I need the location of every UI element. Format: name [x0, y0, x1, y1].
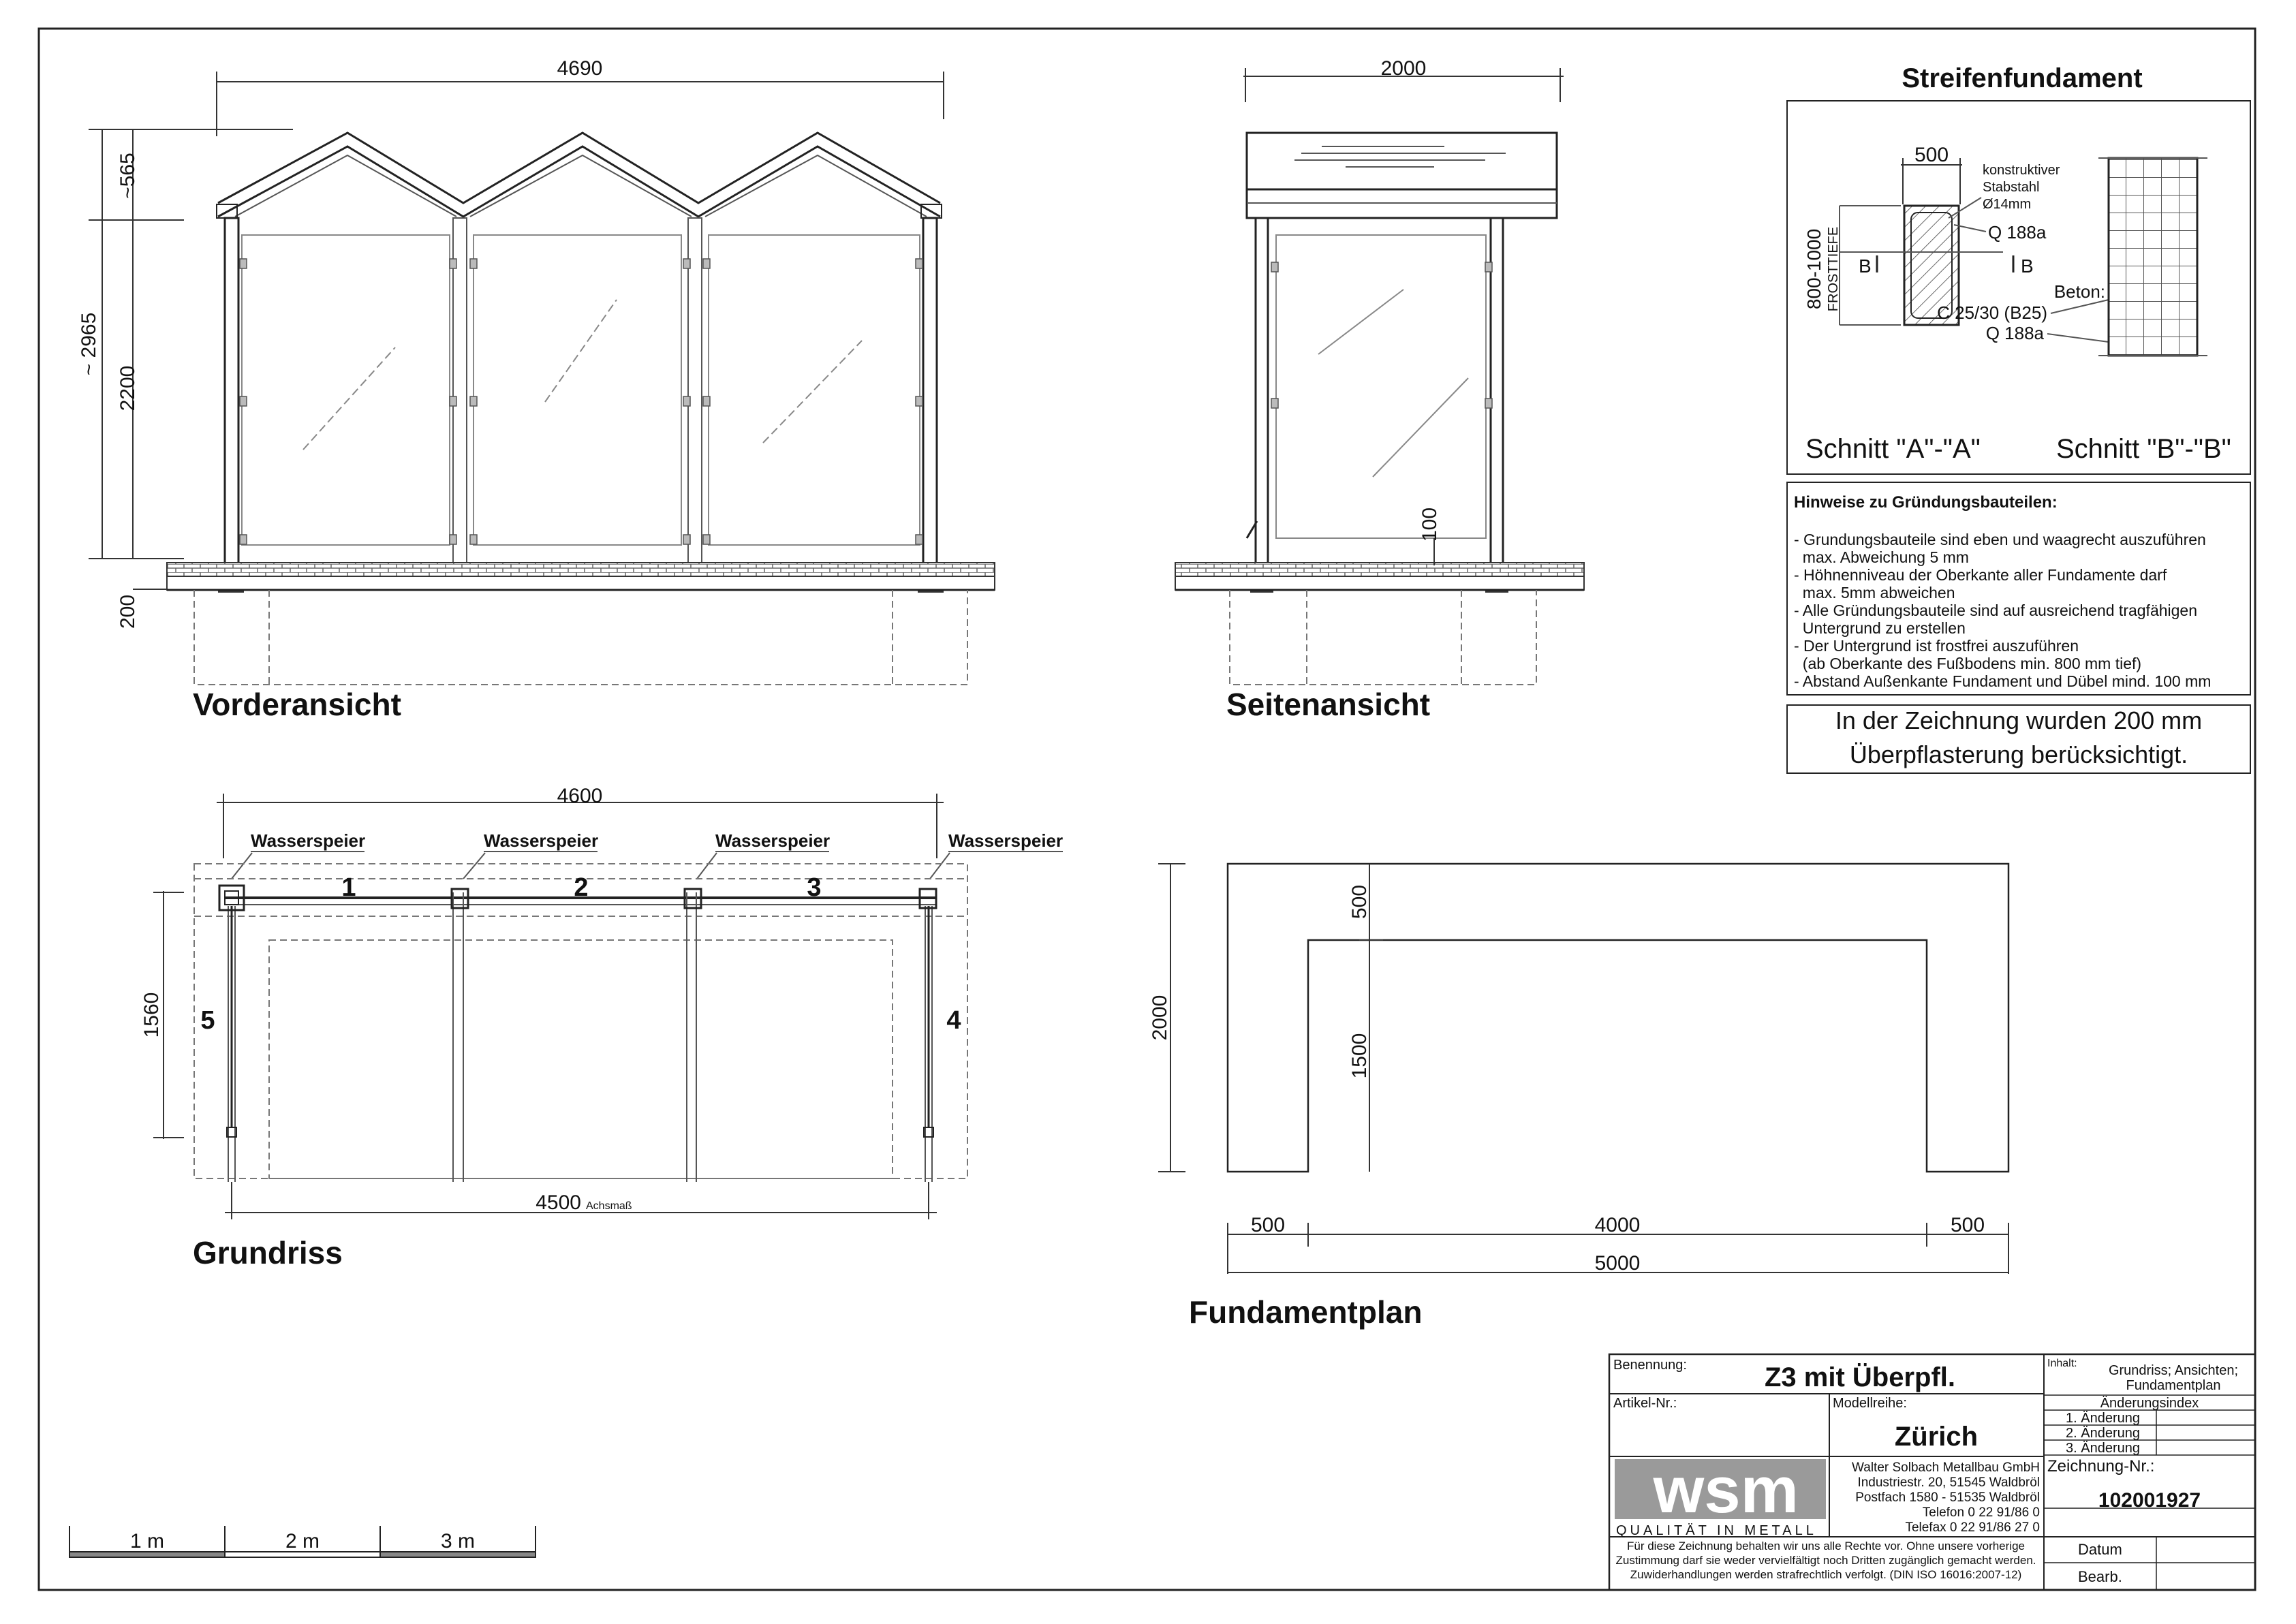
tb-artikel-label: Artikel-Nr.:	[1613, 1396, 1677, 1411]
tb-inhalt-2: Fundamentplan	[2126, 1378, 2221, 1393]
scale-label-2: 2 m	[285, 1530, 320, 1552]
notes-line: - Alle Gründungsbauteile sind auf ausreichend tragfähigen	[1794, 602, 2198, 619]
fp-dim-right: 500	[1950, 1214, 1985, 1236]
foundation-plan-title: Fundamentplan	[1189, 1294, 1423, 1330]
tb-company-line: Walter Solbach Metallbau GmbH	[1852, 1461, 2040, 1475]
tb-aenderung-1: 1. Änderung	[2066, 1411, 2140, 1426]
strip-section-mark-right: B	[2021, 255, 2034, 277]
paving-note-line-1: In der Zeichnung wurden 200 mm	[1835, 706, 2203, 734]
side-view	[1175, 57, 1584, 722]
strip-dim-width: 500	[1914, 144, 1949, 166]
side-view-title: Seitenansicht	[1226, 687, 1431, 722]
bay-number-2: 2	[574, 873, 589, 902]
tb-zeichnung-nr: 102001927	[2098, 1489, 2201, 1512]
front-dim-height: 2200	[117, 365, 139, 411]
strip-section-b-label: Schnitt "B"-"B"	[2056, 434, 2231, 464]
tb-benennung: Z3 mit Überpfl.	[1764, 1362, 1956, 1392]
tb-aenderung-2: 2. Änderung	[2066, 1426, 2140, 1441]
tb-company-line: Industriestr. 20, 51545 Waldbröl	[1857, 1475, 2040, 1490]
strip-section-mark-left: B	[1859, 255, 1872, 277]
tb-modellreihe: Zürich	[1894, 1422, 1979, 1452]
tb-rights-line: Für diese Zeichnung behalten wir uns alle Rechte vor. Ohne unsere vorherige	[1626, 1540, 2026, 1552]
strip-foundation-panel	[1787, 63, 2250, 474]
bay-number-1: 1	[341, 873, 356, 902]
tb-zeichnung-label: Zeichnung-Nr.:	[2047, 1457, 2155, 1475]
notes-line: max. 5mm abweichen	[1794, 584, 1955, 602]
fp-dim-depth-total: 2000	[1149, 995, 1171, 1041]
spout-label-1: Wasserspeier	[251, 830, 366, 851]
strip-mesh-label: Q 188a	[1988, 222, 2047, 243]
fp-dim-middle: 4000	[1594, 1214, 1641, 1236]
strip-mesh-label-2: Q 188a	[1985, 323, 2044, 343]
tb-benennung-label: Benennung:	[1613, 1358, 1687, 1373]
front-dim-roof: ~565	[117, 153, 139, 199]
title-block	[1609, 1354, 2255, 1590]
scale-label-1: 1 m	[129, 1530, 165, 1552]
fp-dim-left: 500	[1250, 1214, 1286, 1236]
strip-concrete-label-2: C 25/30 (B25)	[1937, 302, 2047, 323]
plan-dim-depth: 1560	[140, 992, 163, 1038]
bay-number-4: 4	[946, 1006, 961, 1035]
notes-line: - Der Untergrund ist frostfrei auszuführen	[1794, 637, 2079, 655]
spout-label-4: Wasserspeier	[948, 830, 1064, 851]
tb-inhalt-1: Grundriss; Ansichten;	[2108, 1363, 2239, 1378]
notes-line: - Abstand Außenkante Fundament und Dübel mind. 100 mm	[1794, 672, 2212, 690]
tb-inhalt-label: Inhalt:	[2047, 1358, 2077, 1369]
tb-company-line: Postfach 1580 - 51535 Waldbröl	[1855, 1490, 2040, 1505]
strip-depth-label-2: FROSTTIEFE	[1826, 226, 1841, 312]
side-dim-floor: 100	[1418, 507, 1441, 542]
notes-heading: Hinweise zu Gründungsbauteilen:	[1794, 493, 2058, 512]
spout-label-2: Wasserspeier	[484, 830, 599, 851]
tb-company-line: Telefax 0 22 91/86 27 0	[1905, 1520, 2040, 1535]
front-dim-total: ~ 2965	[78, 312, 100, 376]
plan-dim-axis-note: Achsmaß	[586, 1200, 632, 1212]
fp-dim-front: 500	[1348, 884, 1371, 920]
tb-rights-line: Zuwiderhandlungen werden strafrechtlich verfolgt. (DIN ISO 16016:2007-12)	[1630, 1568, 2022, 1581]
tb-logo-text: wsm	[1653, 1454, 1799, 1527]
tb-logo-tagline: QUALITÄT IN METALL	[1616, 1523, 1817, 1538]
side-dim-width: 2000	[1380, 57, 1427, 80]
foundation-plan	[1149, 864, 2008, 1330]
notes-line: - Höhnenniveau der Oberkante aller Fundamente darf	[1794, 566, 2167, 584]
spout-label-3: Wasserspeier	[715, 830, 831, 851]
plan-dim-axis: 4500	[536, 1191, 581, 1214]
tb-aenderung-3: 3. Änderung	[2066, 1441, 2140, 1456]
front-dim-base: 200	[117, 594, 139, 629]
floor-plan	[140, 785, 1063, 1270]
front-view	[78, 57, 995, 722]
bay-number-3: 3	[807, 873, 822, 902]
plan-dim-width: 4600	[557, 785, 603, 807]
strip-rebar-label-1: konstruktiver	[1983, 163, 2060, 178]
notes-line: Untergrund zu erstellen	[1794, 619, 1966, 637]
tb-bearb-label: Bearb.	[2078, 1568, 2122, 1585]
notes-panel	[1787, 482, 2250, 773]
front-dim-width: 4690	[557, 57, 603, 80]
notes-line: (ab Oberkante des Fußbodens min. 800 mm tief)	[1794, 655, 2142, 672]
tb-aenderungsindex: Änderungsindex	[2100, 1396, 2199, 1411]
strip-depth-label-1: 800-1000	[1803, 228, 1825, 310]
tb-rights-line: Zustimmung darf sie weder vervielfältigt noch Dritten zugänglich gemacht werden.	[1615, 1554, 2036, 1567]
strip-concrete-label-1: Beton:	[2053, 281, 2105, 302]
scale-label-3: 3 m	[440, 1530, 476, 1552]
tb-company-line: Telefon 0 22 91/86 0	[1922, 1505, 2040, 1520]
strip-rebar-label-3: Ø14mm	[1983, 197, 2032, 212]
tb-datum-label: Datum	[2078, 1541, 2122, 1558]
strip-section-a-label: Schnitt "A"-"A"	[1805, 434, 1981, 464]
notes-line: max. Abweichung 5 mm	[1794, 548, 1969, 566]
fp-dim-total: 5000	[1594, 1252, 1641, 1275]
paving-note-line-2: Überpflasterung berücksichtigt.	[1849, 740, 2188, 768]
strip-rebar-label-2: Stabstahl	[1983, 180, 2040, 195]
bay-number-5: 5	[200, 1006, 215, 1035]
front-view-title: Vorderansicht	[193, 687, 401, 722]
scale-bar	[69, 1526, 536, 1557]
strip-foundation-title: Streifenfundament	[1902, 63, 2143, 93]
fp-dim-leg: 1500	[1348, 1033, 1371, 1079]
tb-modellreihe-label: Modellreihe:	[1833, 1396, 1907, 1411]
notes-line: - Grundungsbauteile sind eben und waagrecht auszuführen	[1794, 531, 2206, 548]
floor-plan-title: Grundriss	[193, 1235, 343, 1270]
